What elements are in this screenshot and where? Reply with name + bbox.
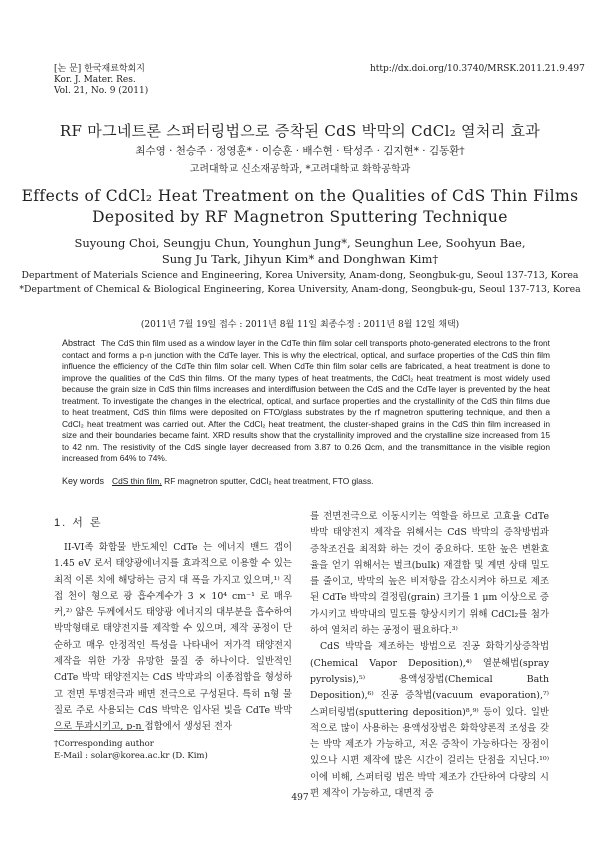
- body-column-left: [54, 540, 292, 736]
- title-korean: RF 마그네트론 스퍼터링법으로 증착된 CdS 박막의 CdCl₂ 열처리 효과: [59, 122, 541, 140]
- page-number: 497: [291, 793, 309, 803]
- keywords: [62, 476, 550, 486]
- journal-name-ko: [논 문] 한국재료학회지: [54, 64, 145, 74]
- methods-paragraph: CdS 박막을 제조하는 방법으로 진공 화학기상증착법(Chemical Vapor Deposition),⁴⁾ 열분해법(spray pyrolysis),⁵⁾ 용액성장법(Chemical Bath Deposition),⁶⁾ 진공 증착법(vacuum evaporation),⁷⁾ 스퍼터링법(sputtering deposition)⁸,⁹⁾ 등이 있다. 일반적으로 많이 사용하는 용액성장법은 화학양론적 조성을 갖는 박막 제조가 가능하고, 저온 증착이 가능하다는 장점이 있으나 시편 제작에 많은 시간이 걸리는 단점을 지닌다.¹⁰⁾ 이에 비해, 스퍼터링 법은 박막 제조가 간단하여 다량의 시편 제작이 가능하고, 대면적 증: [310, 641, 549, 800]
- affiliation-korean: 고려대학교 신소재공학과, *고려대학교 화학공학과: [189, 164, 411, 175]
- abstract: [62, 338, 550, 465]
- journal-header: [54, 64, 148, 97]
- corresponding-author: †Corresponding author: [54, 739, 154, 749]
- keyword-link[interactable]: CdS thin film,: [112, 476, 162, 486]
- affiliation-english-line2: *Department of Chemical & Biological Engineering, Korea University, Anam-dong, Seongbuk-gu, Seoul 137-713, Korea: [19, 284, 581, 295]
- section-heading: 1. 서 론: [54, 517, 103, 529]
- authors-english-line2: Sung Ju Tark, Jihyun Kim* and Donghwan Kim†: [161, 252, 439, 266]
- intro-paragraph-continued: 를 전면전극으로 이동시키는 역할을 하므로 고효율 CdTe 박막 태양전지 제작을 위해서는 CdS 박막의 증착방법과 증착조건을 최적화 하는 것이 중요하다. 또한 높은 변환효율을 얻기 위해서는 벌크(bulk) 재결합 및 계면 상태 밀도를 줄이고, 박막의 높은 비저항을 감소시켜야 하므로 제조된 CdTe 박막의 결정립(grain) 크기를 1 μm 이상으로 증가시키고 박막내의 밀도를 향상시키기 위해 CdCl₂를 첨가하여 열처리 하는 공정이 필요하다.³⁾: [310, 511, 549, 637]
- keywords-label: Key words: [62, 476, 105, 486]
- intro-paragraph: II-VI족 화합물 반도체인 CdTe 는 에너지 밴드 갭이 1.45 eV 로서 태양광에너지를 효과적으로 이용할 수 있는 최적 이론 치에 해당하는 금지 대 폭을 가지고 있으며,¹⁾ 직접 천이 형으로 광 흡수계수가 3 × 10⁴ cm⁻¹ 로 매우 커,²⁾ 얇은 두께에서도 태양광 에너지의 대부분을 흡수하여 박막형태로 태양전지를 제작할 수 있으며, 제작 공정이 단순하고 매우 안정적인 특성을 나타내어 저가격 태양전지 제작을 위한 가장 유망한 물질 중 하나이다. 일반적인 CdTe 박막 태양전지는 CdS 박막과의 이종접합을 형성하고 전면 투명전극과 배면 전극으로 구성된다. 특히 n형 물질로 주로 사용되는 CdS 박막은 입사된 빛을 CdTe 박막으로 투과시키고, p-n 접합에서 생성된 전자: [54, 542, 292, 733]
- affiliation-english-line1: Department of Materials Science and Engineering, Korea University, Anam-dong, Seongbuk-gu, Seoul 137-713, Korea: [21, 270, 579, 281]
- authors-korean: 최수영 · 천승주 · 정영훈* · 이승훈 · 배수현 · 탁성주 · 김지현* · 김동환†: [135, 145, 465, 157]
- body-column-right: [310, 509, 549, 802]
- doi-link[interactable]: http://dx.doi.org/10.3740/MRSK.2011.21.9.497: [370, 64, 585, 74]
- title-english: [0, 186, 600, 228]
- footnote-divider: [54, 730, 144, 731]
- abstract-text: The CdS thin film used as a window layer in the CdTe thin film solar cell transports photo-generated electrons to the front contact and forms a p-n junction with the CdTe layer. This is why the electrical, optical, and surface properties of the CdS thin film influence the efficiency of the CdTe thin film solar cell. When CdTe thin film solar cells are fabricated, a heat treatment is done to improve the qualities of the CdS thin films. Of the many types of heat treatments, the CdCl₂ heat treatment is most widely used because the grain size in CdS thin films increases and interdiffusion between the CdS and the CdTe layer is prevented by the heat treatment. To investigate the changes in the electrical, optical, and surface properties and the crystallinity of the CdS thin films due to heat treatment, CdS thin films were deposited on FTO/glass substrates by the rf magnetron sputtering technique, and then a CdCl₂ heat treatment was carried out. After the CdCl₂ heat treatment, the cluster-shaped grains in the CdS thin film increased in size and their boundaries became faint. XRD results show that the crystallinity improved and the crystalline size increased from 15 to 42 nm. The resistivity of the CdS single layer decreased from 3.87 to 0.26 Ωcm, and the transmittance in the visible region increased from 64% to 74%.: [62, 338, 550, 463]
- received-dates: (2011년 7월 19일 접수 : 2011년 8월 11일 최종수정 : 2011년 8월 12일 채택): [140, 320, 460, 330]
- abstract-label: Abstract: [62, 338, 96, 348]
- authors-english-line1: Suyoung Choi, Seungju Chun, Younghun Jung*, Seunghun Lee, Soohyun Bae,: [74, 236, 526, 250]
- affiliation-english: [0, 269, 600, 297]
- author-email[interactable]: E-Mail : solar@korea.ac.kr (D. Kim): [54, 751, 208, 761]
- journal-volume: Vol. 21, No. 9 (2011): [54, 86, 149, 96]
- footnote: [54, 738, 208, 762]
- title-english-line1: Effects of CdCl₂ Heat Treatment on the Qualities of CdS Thin Films: [21, 187, 579, 205]
- authors-english: [0, 235, 600, 267]
- journal-name-en: Kor. J. Mater. Res.: [54, 75, 136, 85]
- keywords-list: RF magnetron sputter, CdCl₂ heat treatment, FTO glass.: [161, 476, 374, 486]
- title-english-line2: Deposited by RF Magnetron Sputtering Technique: [92, 208, 508, 226]
